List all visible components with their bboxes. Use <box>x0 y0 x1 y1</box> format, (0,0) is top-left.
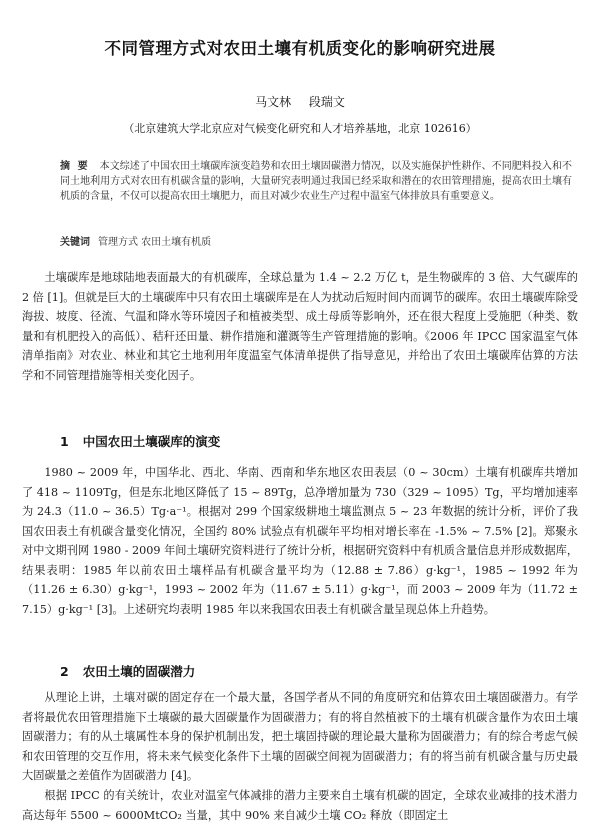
section-title: 农田土壤的固碳潜力 <box>82 664 196 679</box>
keywords-text: 管理方式 农田土壤有机质 <box>98 237 212 248</box>
section-number: 1 <box>60 434 69 449</box>
section-number: 2 <box>60 664 69 679</box>
section-heading-1 <box>60 432 220 450</box>
paper-title: 不同管理方式对农田土壤有机质变化的影响研究进展 <box>104 39 496 58</box>
author-line: 马文林 段瑞文 <box>255 95 345 109</box>
section-heading-2 <box>60 662 195 680</box>
section-title: 中国农田土壤碳库的演变 <box>82 434 221 449</box>
keywords <box>60 235 572 250</box>
affiliation-line: （北京建筑大学北京应对气候变化研究和人才培养基地，北京 102616） <box>123 122 477 135</box>
keywords-label: 关键词 <box>60 237 90 248</box>
intro-paragraph: 土壤碳库是地球陆地表面最大的有机碳库，全球总量为 1.4 ~ 2.2 万亿 t，是生物碳库的 3 倍、大气碳库的 2 倍 [1]。但就是巨大的土壤碳库中只有农田土壤碳库是在人为扰动后短时间内而调节的碳库。农田土壤碳库除受海拔、坡度、径流、气温和降水等环境因子和植被类型、成土母质等影响外，还在很大程度上受施肥（种类、数量和有机肥投入的高低）、秸秆还田量、耕作措施和灌溉等生产管理措施的影响。《2006 年 IPCC 国家温室气体清单指南》对农业、林业和其它土地利用年度温室气体清单提供了指导意见，并给出了农田土壤碳库估算的方法学和不同管理措施等相关变化因子。 <box>22 271 578 382</box>
abstract-text: 本文综述了中国农田土壤碳库演变趋势和农田土壤固碳潜力情况，以及实施保护性耕作、不同肥料投入和不同土地利用方式对农田有机碳含量的影响，大量研究表明通过我国已经采取和潜在的农田管理措施，提高农田土壤有机质的含量，不仅可以提高农田土壤肥力，而且对减少农业生产过程中温室气体排放具有重要意义。 <box>60 161 573 202</box>
section-2-paragraph-1: 从理论上讲，土壤对碳的固定存在一个最大量，各国学者从不同的角度研究和估算农田土壤固碳潜力。有学者将最优农田管理措施下土壤碳的最大固碳量作为固碳潜力；有的将自然植被下的土壤有机碳含量作为农田土壤固碳潜力；有的从土壤属性本身的保护机制出发，把土壤固持碳的理论最大量称为固碳潜力；有的综合考虑气候和农田管理的交互作用，将未来气候变化条件下土壤的固碳空间视为固碳潜力；有的将当前有机碳含量与历史最大固碳量之差值作为固碳潜力 [4]。 <box>22 691 578 782</box>
section-1-paragraph: 1980 ~ 2009 年，中国华北、西北、华南、西南和华东地区农田表层（0 ~ 30cm）土壤有机碳库共增加了 418 ~ 1109Tg，但是东北地区降低了 15 ~ 89Tg，总净增加量为 730（329 ~ 1095）Tg，平均增加速率为 24.3（11.0 ~ 36.5）Tg·a⁻¹。根据对 299 个国家级耕地土壤监测点 5 ~ 23 年数据的统计分析，评价了我国农田表土有机碳含量变化情况，全国约 80% 试验点有机碳年平均相对增长率在 -1.5% ~ 7.5% [2]。郑聚永对中文期刊网 1980 - 2009 年间土壤研究资料进行了统计分析，根据研究资料中有机质含量信息并形成数据库，结果表明：1985 年以前农田土壤样品有机碳含量平均为（12.88 ± 7.86）g·kg⁻¹，1985 ~ 1992 年为（11.26 ± 6.30）g·kg⁻¹，1993 ~ 2002 年为（11.67 ± 5.11）g·kg⁻¹，而 2003 ~ 2009 年为（11.72 ± 7.15）g·kg⁻¹ [3]。上述研究均表明 1985 年以来我国农田表土有机碳含量呈现总体上升趋势。 <box>22 466 579 616</box>
abstract <box>60 159 572 204</box>
abstract-label: 摘 要 <box>60 161 90 172</box>
section-2-paragraph-2: 根据 IPCC 的有关统计，农业对温室气体减排的潜力主要来自土壤有机碳的固定，全球农业减排的技术潜力高达每年 5500 ~ 6000MtCO₂ 当量，其中 90% 来自减少土壤 CO₂ 释放（即固定土 <box>22 789 578 822</box>
